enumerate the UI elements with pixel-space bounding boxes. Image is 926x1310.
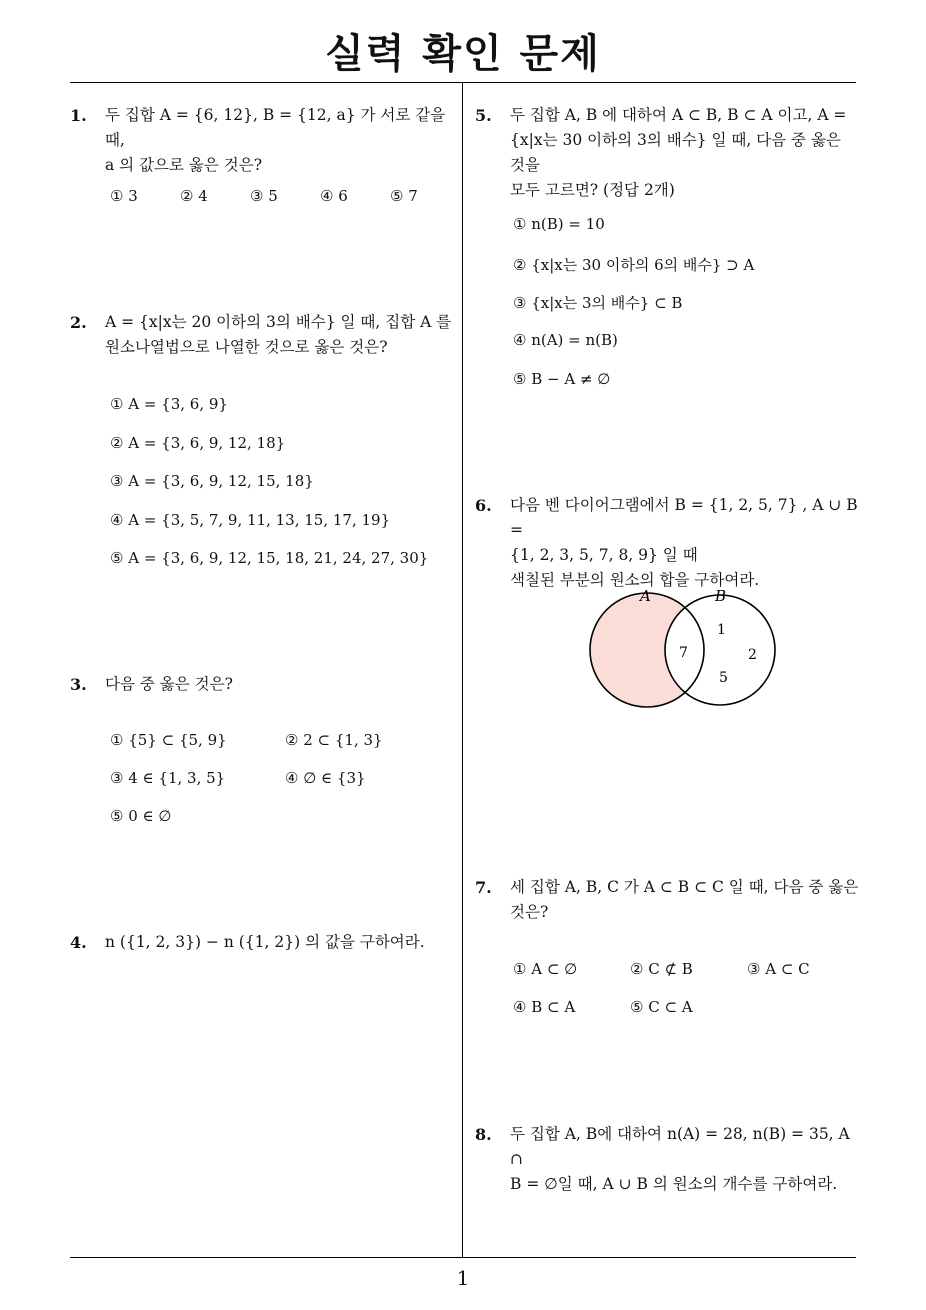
option: ① 3: [110, 187, 138, 205]
set-b-label: B: [715, 587, 727, 605]
option: ① n(B) = 10: [513, 215, 605, 233]
option: ④ ∅ ∈ {3}: [285, 769, 366, 787]
question-number: 1.: [70, 106, 87, 125]
option: ⑤ 7: [390, 187, 418, 205]
question-4: [70, 930, 460, 955]
question-text: 모두 고르면? (정답 2개): [510, 181, 675, 199]
option: ⑤ B − A ≠ ∅: [513, 370, 611, 388]
question-text: 색칠된 부분의 원소의 합을 구하여라.: [510, 571, 760, 589]
option: ② {x|x는 30 이하의 6의 배수} ⊃ A: [513, 256, 755, 274]
set-a-label: A: [640, 587, 651, 605]
option: ④ B ⊂ A: [513, 998, 576, 1016]
option: ② C ⊄ B: [630, 960, 693, 978]
question-number: 3.: [70, 675, 87, 694]
venn-element: 5: [719, 670, 728, 686]
question-number: 4.: [70, 933, 87, 952]
question-6: [475, 493, 860, 593]
option: ③ A = {3, 6, 9, 12, 15, 18}: [110, 472, 314, 490]
option: ② A = {3, 6, 9, 12, 18}: [110, 434, 286, 452]
venn-diagram: [580, 585, 790, 715]
question-number: 5.: [475, 106, 492, 125]
question-3: [70, 672, 460, 697]
option: ② 4: [180, 187, 208, 205]
question-7: [475, 875, 860, 925]
question-5: [475, 103, 860, 203]
question-text: 세 집합 A, B, C 가 A ⊂ B ⊂ C 일 때, 다음 중 옳은: [510, 878, 859, 896]
question-1: [70, 103, 460, 178]
top-rule: [70, 82, 856, 83]
option: ① {5} ⊂ {5, 9}: [110, 731, 227, 749]
option: ③ 5: [250, 187, 278, 205]
option: ④ A = {3, 5, 7, 9, 11, 13, 15, 17, 19}: [110, 511, 391, 529]
venn-element: 7: [679, 645, 688, 661]
venn-element: 1: [717, 622, 726, 638]
page-number: 1: [456, 1266, 470, 1290]
question-number: 7.: [475, 878, 492, 897]
option: ④ 6: [320, 187, 348, 205]
question-text: 원소나열법으로 나열한 것으로 옳은 것은?: [105, 338, 388, 356]
option: ⑤ 0 ∈ ∅: [110, 807, 172, 825]
question-number: 6.: [475, 496, 492, 515]
question-text: a 의 값으로 옳은 것은?: [105, 156, 263, 174]
question-text: 것은?: [510, 903, 549, 921]
option: ③ A ⊂ C: [747, 960, 810, 978]
question-text: {x|x는 30 이하의 3의 배수} 일 때, 다음 중 옳은 것을: [510, 131, 841, 174]
question-number: 2.: [70, 313, 87, 332]
option: ① A ⊂ ∅: [513, 960, 578, 978]
question-2: [70, 310, 460, 360]
option: ① A = {3, 6, 9}: [110, 395, 228, 413]
question-text: 다음 벤 다이어그램에서 B = {1, 2, 5, 7} , A ∪ B =: [510, 496, 858, 539]
option: ⑤ A = {3, 6, 9, 12, 15, 18, 21, 24, 27, 30}: [110, 549, 429, 567]
column-divider: [462, 83, 463, 1257]
page-title: 실력 확인 문제: [325, 31, 601, 77]
question-text: {1, 2, 3, 5, 7, 8, 9} 일 때: [510, 546, 698, 564]
question-text: 두 집합 A = {6, 12}, B = {12, a} 가 서로 같을 때,: [105, 106, 446, 149]
option: ⑤ C ⊂ A: [630, 998, 693, 1016]
question-text: 다음 중 옳은 것은?: [105, 675, 233, 693]
option: ③ {x|x는 3의 배수} ⊂ B: [513, 294, 683, 312]
question-text: B = ∅일 때, A ∪ B 의 원소의 개수를 구하여라.: [510, 1175, 838, 1193]
option: ③ 4 ∈ {1, 3, 5}: [110, 769, 226, 787]
venn-element: 2: [748, 647, 757, 663]
option: ② 2 ⊂ {1, 3}: [285, 731, 383, 749]
question-text: 두 집합 A, B에 대하여 n(A) = 28, n(B) = 35, A ∩: [510, 1125, 850, 1168]
question-8: [475, 1122, 860, 1197]
option: ④ n(A) = n(B): [513, 331, 618, 349]
question-text: 두 집합 A, B 에 대하여 A ⊂ B, B ⊂ A 이고, A =: [510, 106, 847, 124]
bottom-rule: [70, 1257, 856, 1258]
question-text: A = {x|x는 20 이하의 3의 배수} 일 때, 집합 A 를: [105, 313, 452, 331]
question-text: n ({1, 2, 3}) − n ({1, 2}) 의 값을 구하여라.: [105, 933, 425, 951]
question-number: 8.: [475, 1125, 492, 1144]
